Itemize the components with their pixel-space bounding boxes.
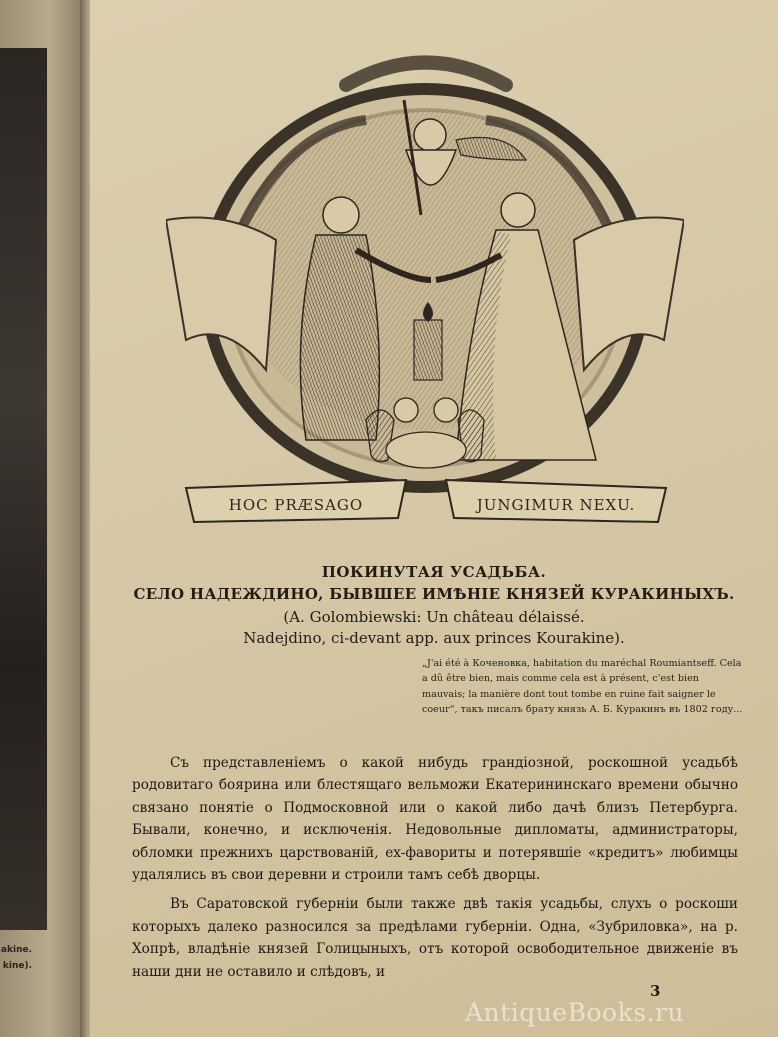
epigraph-quote: „J'ai été à Коченовка, habitation du maréchal Roumiantseff. Cela a dû être bien, mais comme cela est à présent, c'est bien mauvais; la manière dont tout tombe en ruine fait saigner le coeur“, такъ писалъ брату князь А. Б. Куракинъ въ 1802 году... <box>422 658 743 716</box>
left-caption-line-2: kine). <box>2 961 32 971</box>
body-paragraph-1: Съ представленіемъ о какой нибудь грандіозной, роскошной усадьбѣ родовитаго боярина или блестящаго вельможи Екатерининскаго времени обычно связано понятіе о Подмосковной или о какой либо дачѣ близъ Петербурга. Бывали, конечно, и исключенія. Недовольные дипломаты, администраторы, обломки прежнихъ царствованій, ex-фавориты и потерявшіе «кредитъ» любимцы удалялись въ свои деревни и строили тамъ себѣ дворцы. <box>132 755 738 884</box>
left-plate-caption <box>0 942 32 974</box>
page-number: 3 <box>650 982 661 1000</box>
left-plate-illustration <box>0 48 47 930</box>
article-title: ПОКИНУТАЯ УСАДЬБА. <box>321 563 547 581</box>
body-paragraph-2: Въ Саратовской губерніи были также двѣ такія усадьбы, слухъ о роскоши которыхъ далеко разносился за предѣлами губерніи. Одна, «Зубриловка», на р. Хопрѣ, владѣніе князей Голицыныхъ, отъ которой освободительное движеніе въ наши дни не оставило и слѣдовъ, и <box>132 896 738 980</box>
french-title-line-2: Nadejdino, ci-devant app. aux princes Kourakine). <box>243 629 625 647</box>
ribbon-right-text: JUNGIMUR NEXU. <box>476 496 636 514</box>
right-page <box>90 0 778 1037</box>
article-body <box>132 752 738 990</box>
engraving-illustration <box>166 40 684 530</box>
watermark-logo: AntiqueBooks.ru <box>465 998 685 1027</box>
french-title-line-1: (A. Golombiewski: Un château délaissé. <box>283 608 585 626</box>
left-page <box>0 0 84 1037</box>
left-caption-line-1: akine. <box>0 945 32 955</box>
ribbon-left-text: HOC PRÆSAGO <box>228 496 364 514</box>
article-subtitle: СЕЛО НАДЕЖДИНО, БЫВШЕЕ ИМѢНІЕ КНЯЗЕЙ КУРАКИНЫХЪ. <box>133 585 735 603</box>
